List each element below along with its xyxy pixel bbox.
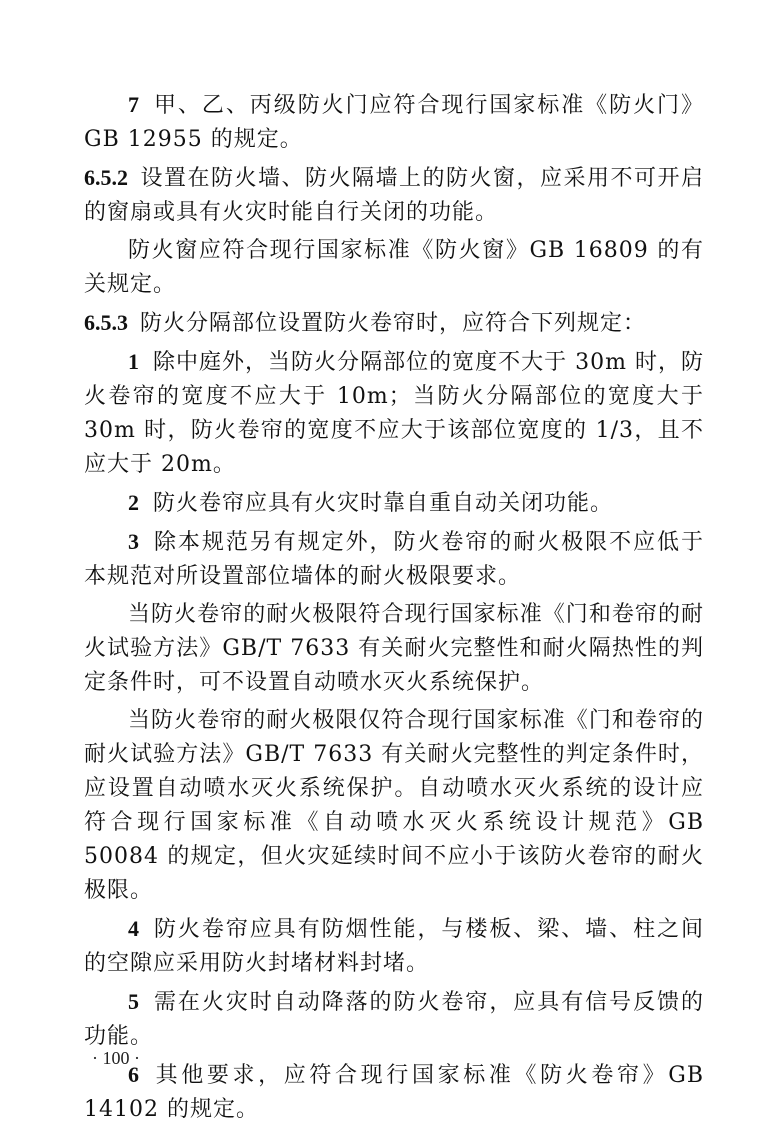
item-text: 除中庭外，当防火分隔部位的宽度不大于 30m 时，防火卷帘的宽度不应大于 10m；当防火分隔部位的宽度大于 30m 时，防火卷帘的宽度不应大于该部位宽度的 1/3，且不应大于 20m。 [84, 350, 704, 477]
paragraph-text: 当防火卷帘的耐火极限仅符合现行国家标准《门和卷帘的耐火试验方法》GB/T 7633 有关耐火完整性的判定条件时，应设置自动喷水灭火系统保护。自动喷水灭火系统的设计应符合现行国家标准《自动喷水灭火系统设计规范》GB 50084 的规定，但火灾延续时间不应小于该防火卷帘的耐火极限。 [84, 708, 704, 903]
item-number: 7 [128, 92, 139, 117]
clause-6-5-3 [84, 306, 704, 341]
clause-number: 6.5.3 [84, 310, 128, 335]
item-number: 4 [128, 916, 139, 941]
item-1 [84, 345, 704, 482]
item-3 [84, 525, 704, 594]
paragraph-text: 防火窗应符合现行国家标准《防火窗》GB 16809 的有关规定。 [84, 238, 704, 297]
page-number: · 100 · [92, 1048, 140, 1068]
document-page [84, 88, 704, 1131]
item-text: 除本规范另有规定外，防火卷帘的耐火极限不应低于本规范对所设置部位墙体的耐火极限要求。 [84, 530, 704, 589]
paragraph-fire-window [84, 234, 704, 302]
item-number: 2 [128, 490, 139, 515]
clause-text: 防火分隔部位设置防火卷帘时，应符合下列规定： [140, 311, 647, 336]
paragraph-integrity-insulation [84, 598, 704, 700]
item-5 [84, 985, 704, 1054]
clause-number: 6.5.2 [84, 165, 128, 190]
paragraph-integrity-only [84, 704, 704, 908]
item-text: 甲、乙、丙级防火门应符合现行国家标准《防火门》GB 12955 的规定。 [84, 93, 704, 152]
clause-6-5-2 [84, 161, 704, 230]
item-number: 1 [128, 349, 139, 374]
item-number: 6 [128, 1062, 139, 1087]
clause-text: 设置在防火墙、防火隔墙上的防火窗，应采用不可开启的窗扇或具有火灾时能自行关闭的功能。 [84, 166, 704, 225]
item-text: 防火卷帘应具有火灾时靠自重自动关闭功能。 [153, 491, 614, 516]
item-text: 需在火灾时自动降落的防火卷帘，应具有信号反馈的功能。 [84, 990, 704, 1049]
item-text: 防火卷帘应具有防烟性能，与楼板、梁、墙、柱之间的空隙应采用防火封堵材料封堵。 [84, 917, 704, 976]
paragraph-text: 当防火卷帘的耐火极限符合现行国家标准《门和卷帘的耐火试验方法》GB/T 7633 有关耐火完整性和耐火隔热性的判定条件时，可不设置自动喷水灭火系统保护。 [84, 602, 704, 695]
item-4 [84, 912, 704, 981]
item-2 [84, 486, 704, 521]
item-number: 3 [128, 529, 139, 554]
item-7 [84, 88, 704, 157]
item-text: 其他要求，应符合现行国家标准《防火卷帘》GB 14102 的规定。 [84, 1063, 704, 1122]
item-6 [84, 1058, 704, 1127]
item-number: 5 [128, 989, 139, 1014]
